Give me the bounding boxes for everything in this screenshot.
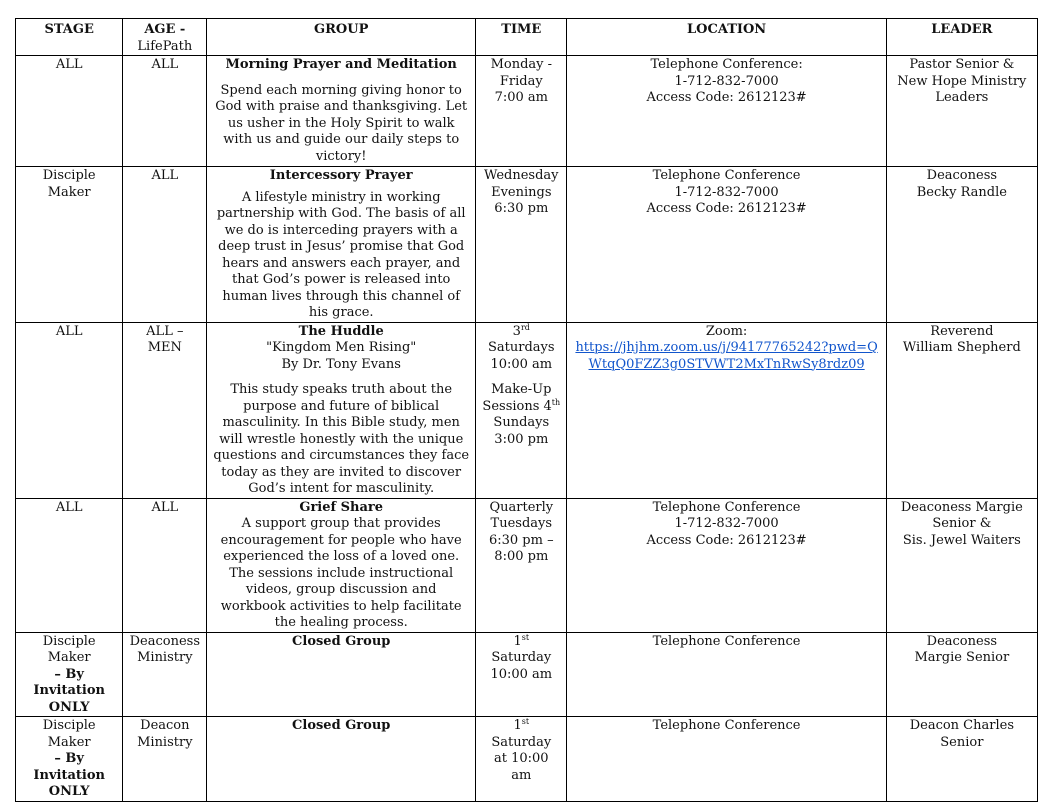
time-line: Sundays (493, 415, 550, 430)
cell-time (476, 322, 567, 498)
location-access-code: Access Code: 2612123# (646, 201, 807, 216)
group-description: This study speaks truth about the purpose and future of biblical masculinity. In this Bible study, men will wrestle honestly with the unique questions and circumstances they face today as they are invited to discover God’s intent for masculinity. (213, 382, 470, 496)
header-age (123, 19, 207, 56)
time-line: Tuesdays (490, 516, 553, 531)
cell-time (476, 167, 567, 323)
cell-location (567, 322, 886, 498)
cell-age: ALL (123, 167, 207, 323)
cell-group (207, 56, 476, 167)
leader-line: Deaconess Margie (900, 499, 1023, 515)
time-line: 10:00 am (490, 356, 553, 372)
time-ordinal-number: 1 (513, 718, 522, 733)
header-group: GROUP (207, 19, 476, 56)
time-line: Evenings (491, 184, 552, 200)
cell-location (567, 167, 886, 323)
stage-only: ONLY (48, 699, 90, 715)
age-line: Deaconess (129, 633, 201, 649)
group-title: Closed Group (292, 633, 391, 649)
location-line: Telephone Conference: (650, 57, 803, 72)
time-ordinal-number: 3 (512, 323, 521, 339)
time-line: Friday (499, 73, 543, 89)
table-row (16, 56, 1038, 167)
time-line: Sessions 4 (482, 398, 552, 414)
time-line: Quarterly (489, 499, 554, 515)
time-ordinal-suffix: st (521, 717, 530, 726)
zoom-link[interactable]: https://jhjhm.zoom.us/j/94177765242?pwd=QWtqQ0FZZ3g0STVWT2MxTnRwSy8rdz09 (575, 340, 878, 372)
cell-time (476, 717, 567, 802)
cell-group (207, 498, 476, 632)
stage-invitation: – By Invitation (33, 666, 105, 698)
location-line: Zoom: (705, 323, 748, 339)
cell-stage: ALL (16, 322, 123, 498)
group-author: By Dr. Tony Evans (281, 356, 401, 372)
group-title: The Huddle (298, 323, 384, 339)
cell-location (567, 56, 886, 167)
leader-line: Reverend (930, 323, 994, 339)
location-phone: 1-712-832-7000 (674, 516, 779, 531)
table-row (16, 717, 1038, 802)
age-line: MEN (147, 340, 182, 355)
group-title: Closed Group (292, 718, 391, 733)
stage-invitation: – By Invitation (33, 751, 105, 783)
time-line: Wednesday (484, 168, 559, 183)
table-row (16, 498, 1038, 632)
cell-age (123, 322, 207, 498)
leader-line: Becky Randle (916, 184, 1007, 200)
cell-age: ALL (123, 498, 207, 632)
location-line: Telephone Conference (652, 168, 801, 183)
header-stage: STAGE (16, 19, 123, 56)
leader-line: William Shepherd (902, 340, 1021, 355)
cell-group (207, 167, 476, 323)
cell-stage: ALL (16, 498, 123, 632)
location-access-code: Access Code: 2612123# (646, 90, 807, 105)
group-description: A lifestyle ministry in working partnership with God. The basis of all we do is interceding prayers with a deep trust in Jesus’ promise that God hears and answers each prayer, and that God’s power is released into human lives through this channel of his grace. (216, 189, 466, 320)
location-phone: 1-712-832-7000 (674, 184, 779, 200)
leader-line: Sis. Jewel Waiters (902, 532, 1021, 548)
stage-line: Disciple Maker (42, 718, 96, 750)
cell-time (476, 498, 567, 632)
time-line: at 10:00 am (494, 751, 549, 783)
cell-stage (16, 717, 123, 802)
ministry-schedule-table (15, 18, 1038, 802)
time-ordinal-suffix: th (551, 397, 561, 407)
cell-leader (886, 167, 1037, 323)
cell-time (476, 56, 567, 167)
location-phone: 1-712-832-7000 (674, 73, 779, 89)
table-row (16, 322, 1038, 498)
leader-line: Senior & (932, 516, 992, 531)
time-ordinal (482, 634, 560, 667)
cell-age (123, 717, 207, 802)
time-ordinal-number: 1 (513, 633, 522, 649)
time-line: Monday - (490, 57, 553, 72)
time-line: Saturday (491, 650, 552, 665)
location-access-code: Access Code: 2612123# (646, 532, 807, 548)
table-row (16, 167, 1038, 323)
time-line: 8:00 pm (494, 549, 549, 564)
time-line: 10:00 am (490, 666, 553, 682)
cell-age: ALL (123, 56, 207, 167)
time-line: 6:30 pm (494, 201, 549, 216)
age-line: Ministry (137, 650, 193, 665)
group-subtitle: "Kingdom Men Rising" (266, 340, 417, 355)
header-age-sub: LifePath (137, 38, 193, 54)
time-line: 3:00 pm (494, 431, 549, 447)
time-ordinal (482, 399, 560, 416)
time-ordinal-suffix: st (521, 632, 530, 642)
age-line: Ministry (137, 734, 193, 750)
leader-line: Deaconess (926, 633, 998, 649)
time-ordinal (482, 324, 560, 341)
cell-leader: Deacon Charles Senior (886, 717, 1037, 802)
group-title: Intercessory Prayer (269, 168, 413, 183)
group-title: Grief Share (299, 499, 384, 515)
cell-stage: ALL (16, 56, 123, 167)
header-time: TIME (476, 19, 567, 56)
header-age-label: AGE - (144, 22, 186, 37)
age-line: Deacon (140, 718, 190, 733)
time-ordinal-suffix: rd (520, 322, 530, 332)
leader-line: Margie Senior (914, 650, 1010, 665)
cell-leader: Pastor Senior & New Hope Ministry Leaders (886, 56, 1037, 167)
leader-line: Deaconess (926, 168, 998, 183)
cell-location: Telephone Conference (567, 717, 886, 802)
group-description: Spend each morning giving honor to God with praise and thanksgiving. Let us usher in the Holy Spirit to walk with us and guide our daily steps to victory! (215, 82, 468, 164)
cell-group (207, 717, 476, 802)
stage-line: Disciple Maker (42, 633, 96, 665)
group-description: A support group that provides encouragement for people who have experienced the loss of a loved one. The sessions include instructional videos, group discussion and workbook activities to help facilitate the healing process. (220, 516, 462, 630)
time-line: Make-Up (491, 382, 552, 397)
header-leader: LEADER (886, 19, 1037, 56)
header-location: LOCATION (567, 19, 886, 56)
header-row (16, 19, 1038, 56)
cell-location: Telephone Conference (567, 632, 886, 717)
cell-group (207, 322, 476, 498)
time-line: 6:30 pm – (488, 532, 554, 548)
cell-leader (886, 322, 1037, 498)
time-ordinal (482, 718, 560, 751)
location-line: Telephone Conference (652, 499, 801, 515)
age-line: ALL – (146, 323, 184, 339)
group-title: Morning Prayer and Meditation (225, 57, 457, 72)
time-line: Saturday (491, 734, 552, 750)
time-line: 7:00 am (494, 90, 548, 105)
cell-location (567, 498, 886, 632)
cell-stage: Disciple Maker (16, 167, 123, 323)
time-line: Saturdays (488, 340, 555, 355)
stage-only: ONLY (48, 784, 90, 799)
cell-leader (886, 498, 1037, 632)
